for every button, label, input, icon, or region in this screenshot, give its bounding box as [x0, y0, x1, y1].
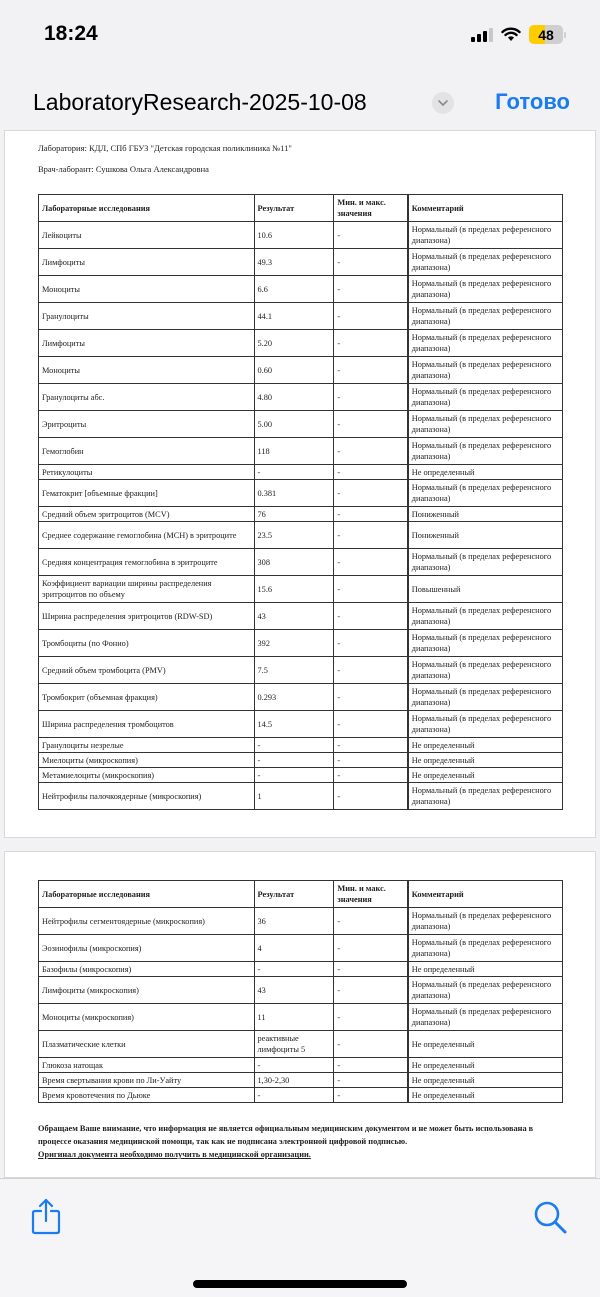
range-cell: - — [334, 1088, 408, 1103]
comment-cell: Не определенный — [408, 768, 563, 783]
result-cell: - — [254, 753, 334, 768]
document-title[interactable]: LaboratoryResearch-2025-10-08 — [33, 89, 367, 115]
test-name-cell: Коэффициент вариации ширины распределения эритроцитов по объему — [39, 576, 255, 603]
result-cell: 4.80 — [254, 384, 334, 411]
table-row — [39, 1088, 563, 1103]
clock: 18:24 — [44, 22, 98, 45]
result-cell: реактивные лимфоциты 5 — [254, 1031, 334, 1058]
test-name-cell: Моноциты — [39, 357, 255, 384]
range-cell: - — [334, 480, 408, 507]
table-row — [39, 303, 563, 330]
test-name-cell: Тромбокрит (объемная фракция) — [39, 684, 255, 711]
column-header: Лабораторные исследования — [39, 195, 255, 222]
table-row — [39, 384, 563, 411]
battery-level: 48 — [538, 26, 554, 43]
test-name-cell: Время свертывания крови по Ли-Уайту — [39, 1073, 255, 1088]
result-cell: - — [254, 962, 334, 977]
comment-cell: Нормальный (в пределах референсного диапазона) — [408, 935, 563, 962]
range-cell: - — [334, 222, 408, 249]
result-cell: 23.5 — [254, 522, 334, 549]
range-cell: - — [334, 249, 408, 276]
test-name-cell: Время кровотечения по Дьюке — [39, 1088, 255, 1103]
cellular-signal-icon — [471, 28, 493, 42]
range-cell: - — [334, 738, 408, 753]
test-name-cell: Моноциты — [39, 276, 255, 303]
table-row — [39, 249, 563, 276]
test-name-cell: Нейтрофилы палочкоядерные (микроскопия) — [39, 783, 255, 810]
table-row — [39, 962, 563, 977]
battery-icon — [529, 25, 563, 44]
laboratory-info: Лаборатория: КДЛ, СПб ГБУЗ "Детская городская поликлиника №11" — [38, 143, 292, 153]
result-cell: 11 — [254, 1004, 334, 1031]
range-cell: - — [334, 908, 408, 935]
table-row — [39, 1073, 563, 1088]
comment-cell: Нормальный (в пределах референсного диапазона) — [408, 480, 563, 507]
result-cell: 1,30-2,30 — [254, 1073, 334, 1088]
column-header: Мин. и макс. значения — [334, 195, 408, 222]
comment-cell: Не определенный — [408, 753, 563, 768]
table-row — [39, 753, 563, 768]
table-row — [39, 411, 563, 438]
comment-cell: Нормальный (в пределах референсного диапазона) — [408, 977, 563, 1004]
range-cell: - — [334, 657, 408, 684]
range-cell: - — [334, 603, 408, 630]
comment-cell: Нормальный (в пределах референсного диапазона) — [408, 684, 563, 711]
table-row — [39, 684, 563, 711]
table-row — [39, 465, 563, 480]
test-name-cell: Средний объем эритроцитов (MCV) — [39, 507, 255, 522]
column-header: Лабораторные исследования — [39, 881, 255, 908]
comment-cell: Нормальный (в пределах референсного диапазона) — [408, 276, 563, 303]
comment-cell: Нормальный (в пределах референсного диапазона) — [408, 549, 563, 576]
test-name-cell: Гранулоциты незрелые — [39, 738, 255, 753]
result-cell: 0.60 — [254, 357, 334, 384]
range-cell: - — [334, 522, 408, 549]
table-row — [39, 330, 563, 357]
result-cell: - — [254, 1058, 334, 1073]
wifi-icon — [501, 27, 521, 42]
result-cell: - — [254, 465, 334, 480]
result-cell: 43 — [254, 977, 334, 1004]
table-row — [39, 576, 563, 603]
comment-cell: Пониженный — [408, 522, 563, 549]
test-name-cell: Эритроциты — [39, 411, 255, 438]
test-name-cell: Гранулоциты абс. — [39, 384, 255, 411]
range-cell: - — [334, 935, 408, 962]
test-name-cell: Лимфоциты — [39, 330, 255, 357]
navigation-bar — [0, 80, 600, 128]
table-row — [39, 549, 563, 576]
search-icon[interactable] — [532, 1199, 568, 1235]
doctor-info: Врач-лаборант: Сушкова Ольга Александровна — [38, 164, 209, 174]
result-cell: 1 — [254, 783, 334, 810]
column-header: Комментарий — [408, 881, 563, 908]
result-cell: - — [254, 738, 334, 753]
table-row — [39, 222, 563, 249]
table-row — [39, 935, 563, 962]
range-cell: - — [334, 684, 408, 711]
table-row — [39, 276, 563, 303]
range-cell: - — [334, 465, 408, 480]
comment-cell: Нормальный (в пределах референсного диапазона) — [408, 657, 563, 684]
result-cell: 118 — [254, 438, 334, 465]
range-cell: - — [334, 1058, 408, 1073]
comment-cell: Пониженный — [408, 507, 563, 522]
disclaimer-original-note: Оригинал документа необходимо получить в медицинской организации. — [38, 1150, 311, 1159]
range-cell: - — [334, 276, 408, 303]
comment-cell: Нормальный (в пределах референсного диапазона) — [408, 330, 563, 357]
comment-cell: Нормальный (в пределах референсного диапазона) — [408, 411, 563, 438]
disclaimer-text: Обращаем Ваше внимание, что информация не является официальным медицинским документом и не может быть использована в процессе оказания медицинской помощи, так как не подписана электронной цифровой подписью. — [38, 1124, 534, 1146]
comment-cell: Не определенный — [408, 1073, 563, 1088]
test-name-cell: Гематокрит [объемные фракции] — [39, 480, 255, 507]
range-cell: - — [334, 753, 408, 768]
result-cell: 49.3 — [254, 249, 334, 276]
test-name-cell: Лейкоциты — [39, 222, 255, 249]
table-row — [39, 522, 563, 549]
column-header: Результат — [254, 195, 334, 222]
table-row — [39, 977, 563, 1004]
result-cell: 10.6 — [254, 222, 334, 249]
range-cell: - — [334, 711, 408, 738]
comment-cell: Не определенный — [408, 1058, 563, 1073]
home-indicator[interactable] — [193, 1280, 407, 1288]
comment-cell: Нормальный (в пределах референсного диапазона) — [408, 630, 563, 657]
result-cell: 5.20 — [254, 330, 334, 357]
disclaimer — [38, 1122, 563, 1161]
comment-cell: Нормальный (в пределах референсного диапазона) — [408, 908, 563, 935]
result-cell: 0.381 — [254, 480, 334, 507]
column-header: Комментарий — [408, 195, 563, 222]
test-name-cell: Гранулоциты — [39, 303, 255, 330]
comment-cell: Нормальный (в пределах референсного диапазона) — [408, 357, 563, 384]
result-cell: - — [254, 1088, 334, 1103]
range-cell: - — [334, 357, 408, 384]
comment-cell: Повышенный — [408, 576, 563, 603]
bottom-toolbar — [0, 1178, 600, 1297]
result-cell: 15.6 — [254, 576, 334, 603]
test-name-cell: Плазматические клетки — [39, 1031, 255, 1058]
range-cell: - — [334, 411, 408, 438]
result-cell: 6.6 — [254, 276, 334, 303]
range-cell: - — [334, 384, 408, 411]
test-name-cell: Моноциты (микроскопия) — [39, 1004, 255, 1031]
test-name-cell: Базофилы (микроскопия) — [39, 962, 255, 977]
result-cell: 44.1 — [254, 303, 334, 330]
test-name-cell: Ширина распределения эритроцитов (RDW-SD) — [39, 603, 255, 630]
table-row — [39, 438, 563, 465]
table-row — [39, 1004, 563, 1031]
test-name-cell: Средний объем тромбоцита (PMV) — [39, 657, 255, 684]
result-cell: 76 — [254, 507, 334, 522]
range-cell: - — [334, 1004, 408, 1031]
chevron-down-icon[interactable] — [432, 92, 454, 114]
range-cell: - — [334, 549, 408, 576]
table-header-row — [39, 881, 563, 908]
comment-cell: Нормальный (в пределах референсного диапазона) — [408, 384, 563, 411]
result-cell: 5.00 — [254, 411, 334, 438]
comment-cell: Нормальный (в пределах референсного диапазона) — [408, 711, 563, 738]
range-cell: - — [334, 438, 408, 465]
result-cell: 392 — [254, 630, 334, 657]
test-name-cell: Ретикулоциты — [39, 465, 255, 480]
test-name-cell: Средняя концентрация гемоглобина в эритроците — [39, 549, 255, 576]
range-cell: - — [334, 768, 408, 783]
table-row — [39, 908, 563, 935]
test-name-cell: Нейтрофилы сегментоядерные (микроскопия) — [39, 908, 255, 935]
comment-cell: Нормальный (в пределах референсного диапазона) — [408, 303, 563, 330]
range-cell: - — [334, 962, 408, 977]
table-row — [39, 1031, 563, 1058]
range-cell: - — [334, 1073, 408, 1088]
range-cell: - — [334, 630, 408, 657]
test-name-cell: Тромбоциты (по Фонио) — [39, 630, 255, 657]
result-cell: 43 — [254, 603, 334, 630]
range-cell: - — [334, 783, 408, 810]
comment-cell: Нормальный (в пределах референсного диапазона) — [408, 438, 563, 465]
range-cell: - — [334, 330, 408, 357]
test-name-cell: Среднее содержание гемоглобина (MCH) в эритроците — [39, 522, 255, 549]
column-header: Результат — [254, 881, 334, 908]
comment-cell: Не определенный — [408, 962, 563, 977]
battery-tip — [564, 32, 566, 38]
status-bar — [0, 0, 600, 70]
result-cell: - — [254, 768, 334, 783]
comment-cell: Нормальный (в пределах референсного диапазона) — [408, 1004, 563, 1031]
result-cell: 308 — [254, 549, 334, 576]
result-cell: 7.5 — [254, 657, 334, 684]
table-header-row — [39, 195, 563, 222]
comment-cell: Нормальный (в пределах референсного диапазона) — [408, 783, 563, 810]
table-row — [39, 768, 563, 783]
table-row — [39, 507, 563, 522]
test-name-cell: Ширина распределения тромбоцитов — [39, 711, 255, 738]
table-row — [39, 603, 563, 630]
document-page-2[interactable] — [4, 851, 596, 1178]
table-row — [39, 630, 563, 657]
results-table — [38, 880, 563, 1103]
range-cell: - — [334, 303, 408, 330]
test-name-cell: Лимфоциты — [39, 249, 255, 276]
table-row — [39, 357, 563, 384]
done-button[interactable]: Готово — [495, 89, 570, 114]
comment-cell: Не определенный — [408, 1088, 563, 1103]
range-cell: - — [334, 1031, 408, 1058]
test-name-cell: Миелоциты (микроскопия) — [39, 753, 255, 768]
test-name-cell: Лимфоциты (микроскопия) — [39, 977, 255, 1004]
range-cell: - — [334, 977, 408, 1004]
share-icon[interactable] — [30, 1197, 62, 1235]
comment-cell: Нормальный (в пределах референсного диапазона) — [408, 603, 563, 630]
range-cell: - — [334, 576, 408, 603]
table-row — [39, 1058, 563, 1073]
status-icons — [471, 25, 566, 44]
comment-cell: Нормальный (в пределах референсного диапазона) — [408, 249, 563, 276]
column-header: Мин. и макс. значения — [334, 881, 408, 908]
table-row — [39, 783, 563, 810]
test-name-cell: Гемоглобин — [39, 438, 255, 465]
range-cell: - — [334, 507, 408, 522]
test-name-cell: Эозинофилы (микроскопия) — [39, 935, 255, 962]
comment-cell: Не определенный — [408, 465, 563, 480]
test-name-cell: Глюкоза натощак — [39, 1058, 255, 1073]
table-row — [39, 738, 563, 753]
test-name-cell: Метамиелоциты (микроскопия) — [39, 768, 255, 783]
comment-cell: Не определенный — [408, 1031, 563, 1058]
table-row — [39, 480, 563, 507]
result-cell: 36 — [254, 908, 334, 935]
comment-cell: Не определенный — [408, 738, 563, 753]
comment-cell: Нормальный (в пределах референсного диапазона) — [408, 222, 563, 249]
results-table — [38, 194, 563, 810]
result-cell: 0.293 — [254, 684, 334, 711]
result-cell: 14.5 — [254, 711, 334, 738]
result-cell: 4 — [254, 935, 334, 962]
document-page-1[interactable] — [4, 130, 596, 838]
table-row — [39, 657, 563, 684]
table-row — [39, 711, 563, 738]
